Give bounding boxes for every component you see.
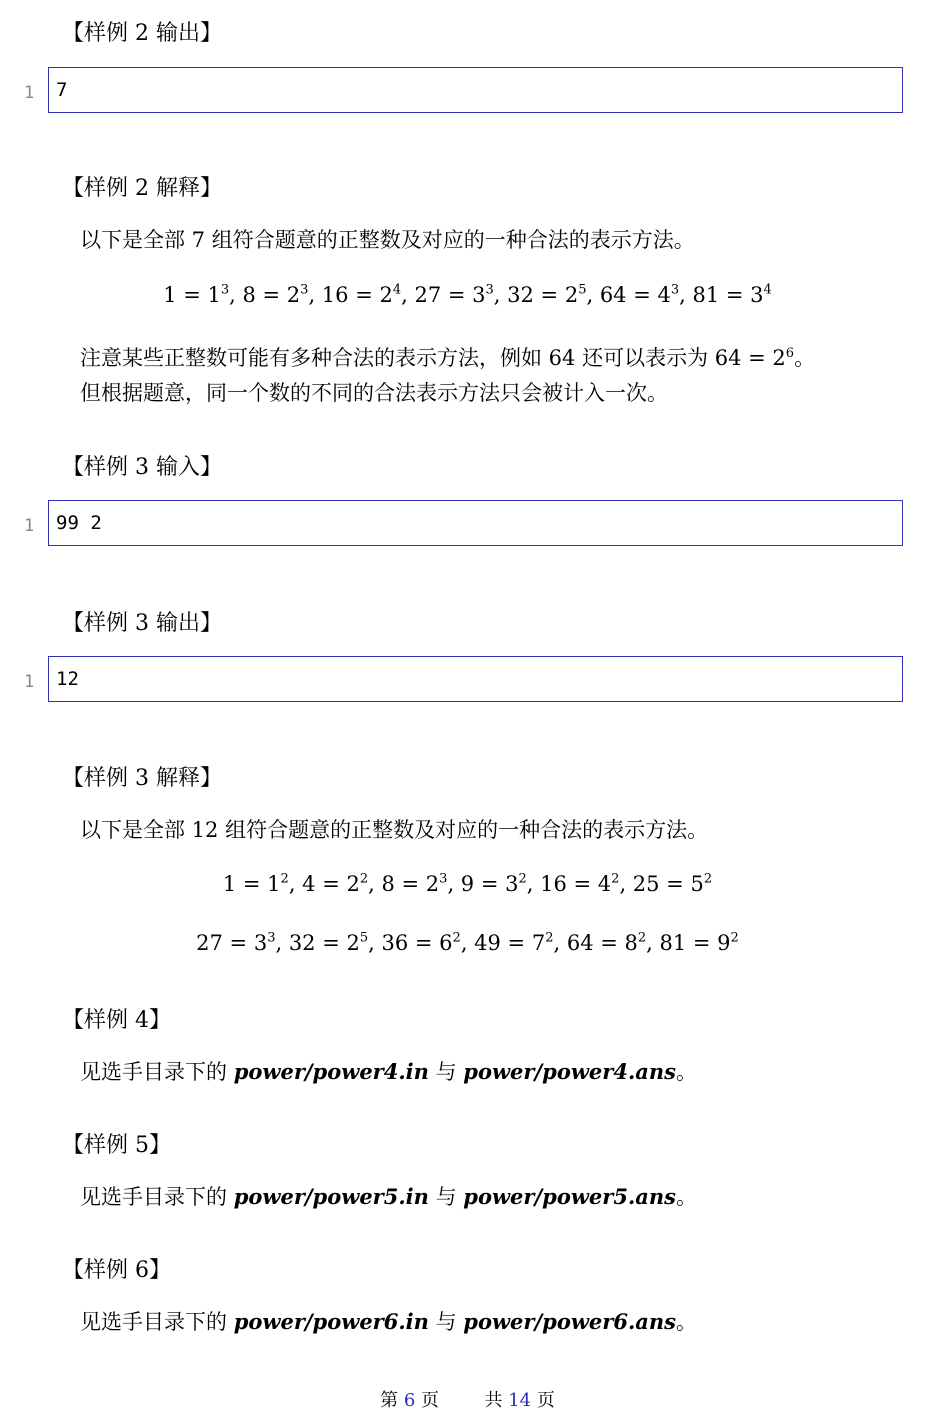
sample3-explanation-heading: 【样例 3 解释】 [62, 766, 222, 791]
line-number: 1 [24, 83, 35, 103]
sample6-text [80, 1306, 697, 1336]
sample2-explanation-text: 以下是全部 7 组符合题意的正整数及对应的一种合法的表示方法。 [80, 228, 695, 252]
math-term: , 4 = 2 [288, 872, 360, 896]
sample3-output-codebox [48, 656, 903, 702]
math-exponent: 3 [220, 282, 230, 298]
code-text: 99 2 [56, 512, 102, 534]
math-exponent: 5 [359, 930, 369, 946]
filename-in: power/power5.in [233, 1184, 429, 1209]
math-exponent: 2 [545, 930, 554, 946]
math-exponent: 3 [300, 282, 309, 298]
sample3-explanation-text: 以下是全部 12 组符合题意的正整数及对应的一种合法的表示方法。 [80, 818, 709, 842]
sample2-output-codebox [48, 67, 903, 113]
math-exponent: 2 [637, 930, 647, 946]
math-exponent: 2 [452, 930, 461, 946]
line-number: 1 [24, 672, 35, 692]
filename-in: power/power6.in [233, 1309, 429, 1334]
math-exponent: 4 [763, 282, 772, 298]
math-term: , 36 = 6 [368, 931, 453, 955]
sample4-text [80, 1056, 697, 1086]
page-number: 6 [403, 1390, 416, 1411]
note-exponent: 6 [785, 346, 795, 361]
math-term: , 8 = 2 [368, 872, 440, 896]
math-exponent: 2 [359, 871, 369, 887]
sample6-heading: 【样例 6】 [62, 1258, 171, 1283]
math-term: , 32 = 2 [493, 283, 579, 307]
sample3-input-codebox [48, 500, 903, 546]
math-term: , 49 = 7 [460, 931, 546, 955]
math-exponent: 3 [670, 282, 680, 298]
text: 见选手目录下的 [80, 1060, 234, 1084]
total-pages: 14 [508, 1390, 532, 1411]
math-term: , 27 = 3 [401, 283, 486, 307]
math-exponent: 2 [730, 930, 739, 946]
math-term: , 81 = 9 [646, 931, 731, 955]
total-prefix: 共 [484, 1390, 509, 1411]
text: 。 [675, 1185, 697, 1209]
text: 。 [675, 1310, 697, 1334]
sample2-explanation-heading: 【样例 2 解释】 [62, 176, 222, 201]
sample3-input-heading: 【样例 3 输入】 [62, 455, 222, 480]
text: 见选手目录下的 [80, 1310, 234, 1334]
line-number: 1 [24, 516, 35, 536]
math-term: , 32 = 2 [275, 931, 360, 955]
math-exponent: 4 [392, 282, 402, 298]
math-exponent: 2 [518, 871, 527, 887]
math-term: , 16 = 2 [308, 283, 393, 307]
math-term: , 9 = 3 [447, 872, 519, 896]
code-text: 12 [56, 668, 79, 690]
math-term: , 81 = 3 [679, 283, 764, 307]
sample4-heading: 【样例 4】 [62, 1008, 171, 1033]
filename-ans: power/power6.ans [463, 1309, 676, 1334]
sample3-output-heading: 【样例 3 输出】 [62, 611, 222, 636]
math-exponent: 2 [703, 871, 713, 887]
math-exponent: 2 [280, 871, 289, 887]
filename-ans: power/power4.ans [463, 1059, 676, 1084]
sample5-heading: 【样例 5】 [62, 1133, 171, 1158]
math-term: , 25 = 5 [619, 872, 704, 896]
filename-in: power/power4.in [233, 1059, 429, 1084]
math-term: , 16 = 4 [526, 872, 612, 896]
sample3-math-row-2 [0, 931, 935, 955]
text: 与 [428, 1060, 464, 1084]
text: 与 [428, 1185, 464, 1209]
math-exponent: 5 [578, 282, 587, 298]
page-suffix: 页 [415, 1390, 440, 1411]
math-exponent: 3 [439, 871, 448, 887]
math-term: 1 = 1 [163, 283, 221, 307]
sample2-output-heading: 【样例 2 输出】 [62, 21, 222, 46]
total-suffix: 页 [531, 1390, 555, 1411]
code-text: 7 [56, 79, 68, 101]
sample2-note-line1 [80, 342, 815, 372]
sample3-math-row-1 [0, 872, 935, 896]
filename-ans: power/power5.ans [463, 1184, 676, 1209]
page-prefix: 第 [380, 1390, 404, 1411]
sample2-note-line2: 但根据题意，同一个数的不同的合法表示方法只会被计入一次。 [80, 381, 668, 405]
math-term: , 64 = 8 [553, 931, 638, 955]
math-exponent: 3 [485, 282, 494, 298]
text: 。 [675, 1060, 697, 1084]
sample5-text [80, 1181, 697, 1211]
text: 与 [428, 1310, 464, 1334]
math-term: , 64 = 4 [586, 283, 671, 307]
math-term: 27 = 3 [196, 931, 268, 955]
text: 见选手目录下的 [80, 1185, 234, 1209]
math-term: , 8 = 2 [229, 283, 301, 307]
note-end: 。 [794, 346, 816, 370]
math-term: 1 = 1 [222, 872, 281, 896]
note-text: 注意某些正整数可能有多种合法的表示方法，例如 64 还可以表示为 64 = 2 [80, 346, 786, 370]
math-exponent: 3 [267, 930, 276, 946]
page-footer [0, 1386, 935, 1412]
math-exponent: 2 [611, 871, 620, 887]
sample2-math-row [0, 283, 935, 307]
